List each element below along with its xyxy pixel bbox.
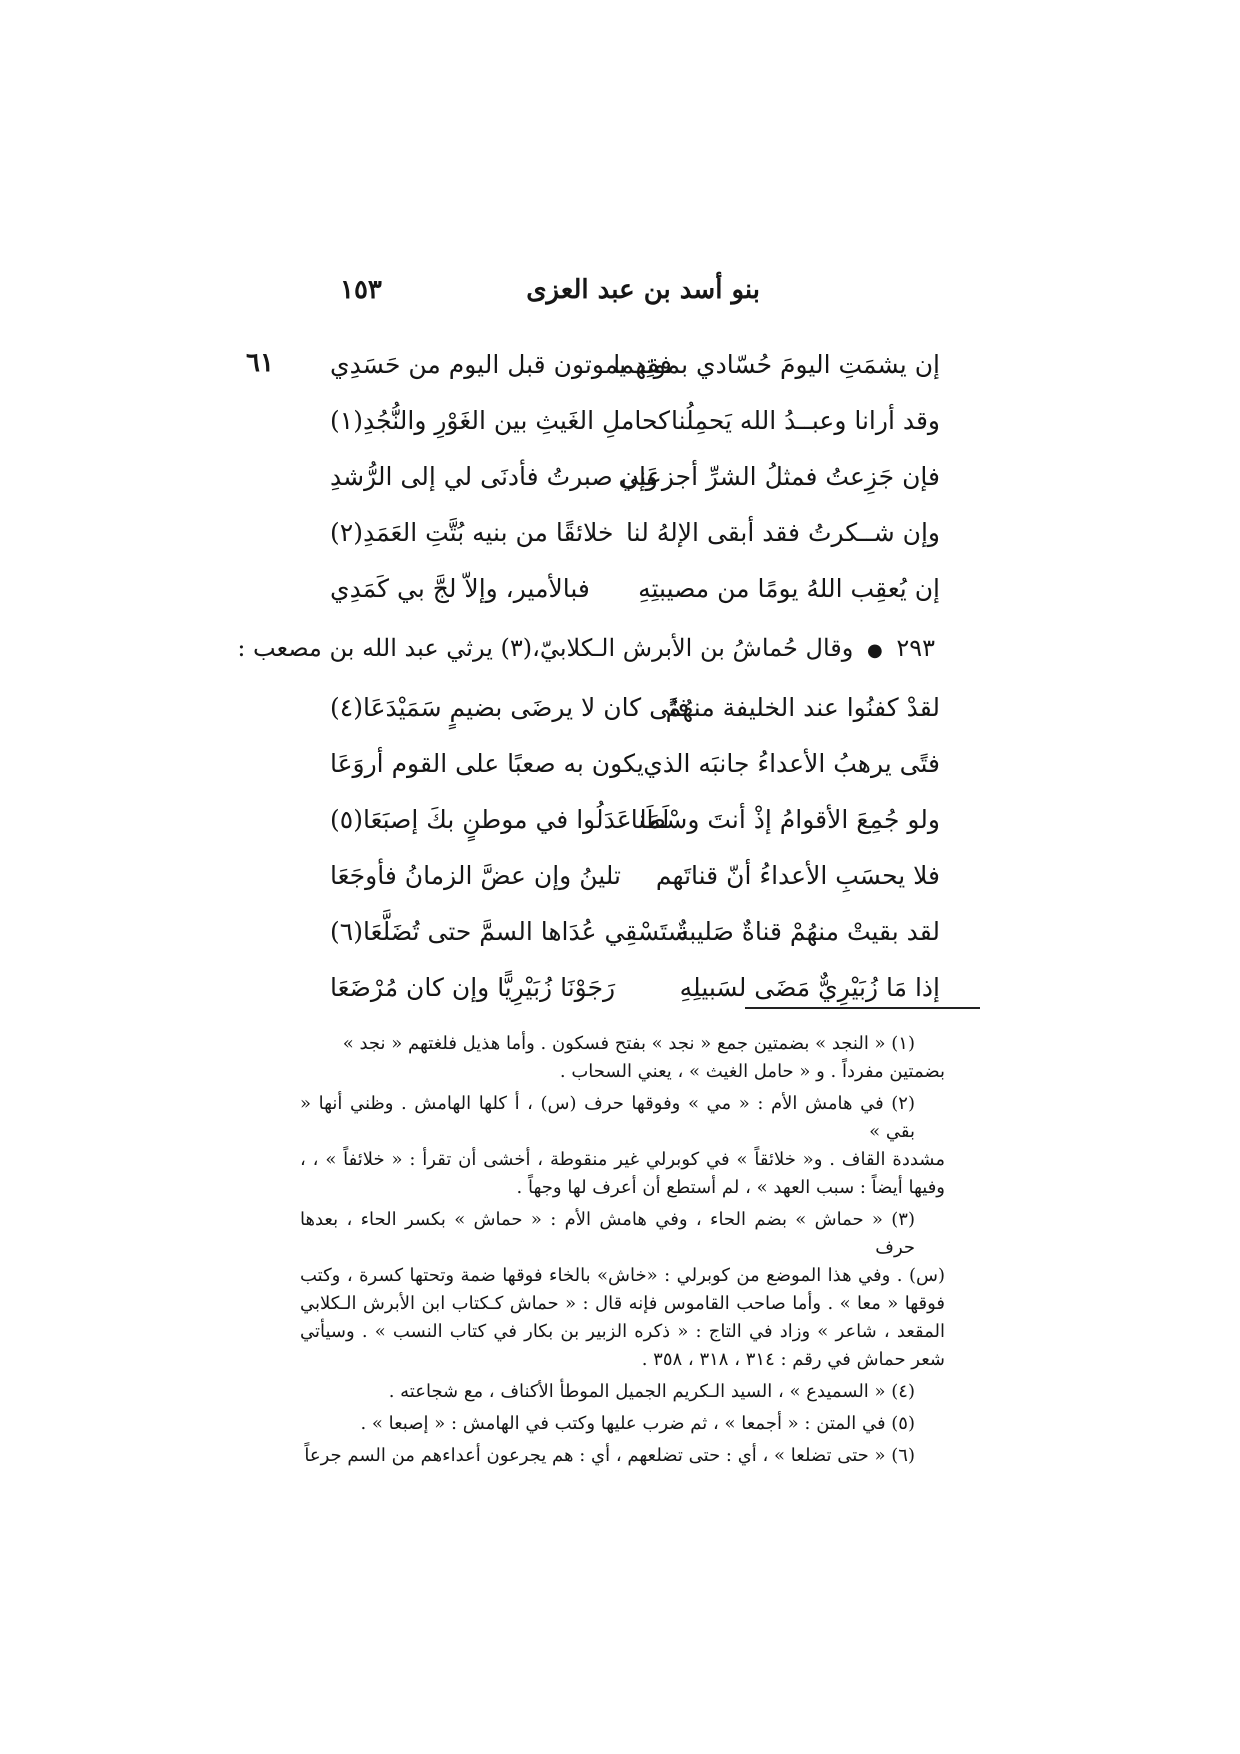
footnote — [300, 1206, 945, 1374]
footnote — [300, 1090, 945, 1202]
hemistich-second: رَجَوْنَا زُبَيْرِيًّا وإن كان مُرْضَعَا — [330, 973, 616, 1002]
hemistich-first: إذا مَا زُبَيْرِيٌّ مَضَى لسَبيلِهِ — [679, 973, 940, 1002]
verse-line — [330, 744, 940, 800]
section-number: ٢٩٣ — [896, 634, 935, 662]
footnote-continuation: بضمتين مفرداً . و « حامل الغيث » ، يعني السحاب . — [559, 1061, 945, 1082]
footnote-lead: (٦) « حتى تضلعا » ، أي : حتى تضلعهم ، أي : هم يجرعون أعداءهم من السم جرعاً — [304, 1445, 915, 1466]
hemistich-first: لقد بقيتْ منهُمْ قناةٌ صَليبةٌ — [675, 917, 940, 946]
hemistich-first: وقد أرانا وعبــدُ الله يَحمِلُنا — [670, 406, 940, 435]
verse-line — [330, 912, 940, 968]
hemistich-second: تلينُ وإن عضَّ الزمانُ فأوجَعَا — [330, 861, 622, 890]
hemistich-first: وإن شــكرتُ فقد أبقى الإلهُ لنا — [626, 518, 940, 547]
section-heading — [237, 630, 935, 669]
footnote-divider — [745, 1007, 980, 1009]
verse-line — [330, 688, 940, 744]
verse-line — [330, 401, 940, 457]
running-head — [340, 275, 760, 315]
verse-line — [330, 457, 940, 513]
hemistich-first: فلا يحسَبِ الأعداءُ أنّ قناتَهم — [655, 861, 940, 890]
footnote — [300, 1410, 945, 1438]
verse-line — [330, 569, 940, 625]
hemistich-first: ولو جُمِعَ الأقوامُ إذْ أنتَ وسْطَنا — [630, 805, 940, 834]
verse-line — [330, 856, 940, 912]
hemistich-first: لقدْ كفنُوا عند الخليفة منهُمُ — [665, 693, 940, 722]
margin-number: ٦١ — [246, 348, 274, 378]
bullet-icon: ● — [866, 640, 883, 661]
footnote-lead: (٣) « حماش » بضم الحاء ، وفي هامش الأم : « حماش » بكسر الحاء ، بعدها حرف — [300, 1209, 915, 1258]
hemistich-second: فتًى كان لا يرضَى بضيمٍ سَمَيْدَعَا(٤) — [330, 693, 690, 722]
hemistich-first: إن يُعقِب اللهُ يومًا من مصيبتِهِ — [638, 574, 940, 603]
page-title: بنو أسد بن عبد العزى — [526, 275, 760, 305]
footnotes — [300, 1030, 945, 1474]
footnote — [300, 1030, 945, 1086]
footnote-continuation: (س) . وفي هذا الموضع من كوبرلي : «خاش» بالخاء فوقها ضمة وتحتها كسرة ، وكتب فوقها « معا » . وأما صاحب القاموس فإنه قال : « حماش كـكتاب ابن الأبرش الـكلابي المقعد ، شاعر » وزاد في التاج : « ذكره الزبير بن بكار في كتاب النسب » . وسيأتي شعر حماش في رقم : ٣١٤ ، ٣١٨ ، ٣٥٨ . — [300, 1265, 945, 1370]
section-heading-text: وقال حُماشُ بن الأبرش الـكلابيّ،(٣) يرثي عبد الله بن مصعب : — [237, 634, 854, 662]
footnote — [300, 1378, 945, 1406]
hemistich-first: فتًى يرهبُ الأعداءُ جانبَه الذي — [643, 749, 940, 778]
verse-line — [330, 513, 940, 569]
footnote-lead: (٢) في هامش الأم : « مي » وفوقها حرف (س) ، أ كلها الهامش . وظني أنها « بقي » — [300, 1093, 915, 1142]
hemistich-second: خلائقًا من بنيه بُتَّتِ العَمَدِ(٢) — [330, 518, 614, 547]
verse-line — [330, 968, 940, 1024]
verse-line — [330, 800, 940, 856]
hemistich-second: فقد يموتون قبل اليوم من حَسَدِي — [330, 350, 672, 379]
hemistich-second: يكون به صعبًا على القوم أروَعَا — [330, 749, 644, 778]
footnote-lead: (٤) « السميدع » ، السيد الـكريم الجميل الموطأ الأكناف ، مع شجاعته . — [388, 1381, 915, 1402]
poem-first — [330, 345, 940, 625]
hemistich-second: كحاملِ الغَيثِ بين الغَوْرِ والنُّجُدِ(١) — [330, 406, 671, 435]
page-number: ١٥٣ — [340, 275, 382, 305]
hemistich-second: وإن صبرتُ فأدنَى لي إلى الرُّشدِ — [330, 462, 658, 491]
poem-second — [330, 688, 940, 1024]
verse-line — [330, 345, 940, 401]
hemistich-first: فإن جَزِعتُ فمثلُ الشرِّ أجزعَني — [618, 462, 940, 491]
footnote — [300, 1442, 945, 1470]
hemistich-second: لَمَا عَدَلُوا في موطنٍ بكَ إصبَعَا(٥) — [330, 805, 670, 834]
hemistich-second: ستَسْقِي عُدَاها السمَّ حتى تُضَلَّعَا(٦) — [330, 917, 689, 946]
footnote-lead: (٥) في المتن : « أجمعا » ، ثم ضرب عليها وكتب في الهامش : « إصبعا » . — [360, 1413, 915, 1434]
footnote-lead: (١) « النجد » بضمتين جمع « نجد » بفتح فسكون . وأما هذيل فلغتهم « نجد » — [342, 1033, 915, 1054]
footnote-continuation: مشددة القاف . و« خلائقاً » في كوبرلي غير منقوطة ، أخشى أن تقرأ : « خلائفاً » ، ، وفيها أيضاً : سبب العهد » ، لم أستطع أن أعرف لها وجهاً . — [300, 1149, 945, 1198]
hemistich-first: إن يشمَتِ اليومَ حُسّادي بموتِهما — [613, 350, 940, 379]
hemistich-second: فبالأمير، وإلاّ لجَّ بي كَمَدِي — [330, 574, 590, 603]
